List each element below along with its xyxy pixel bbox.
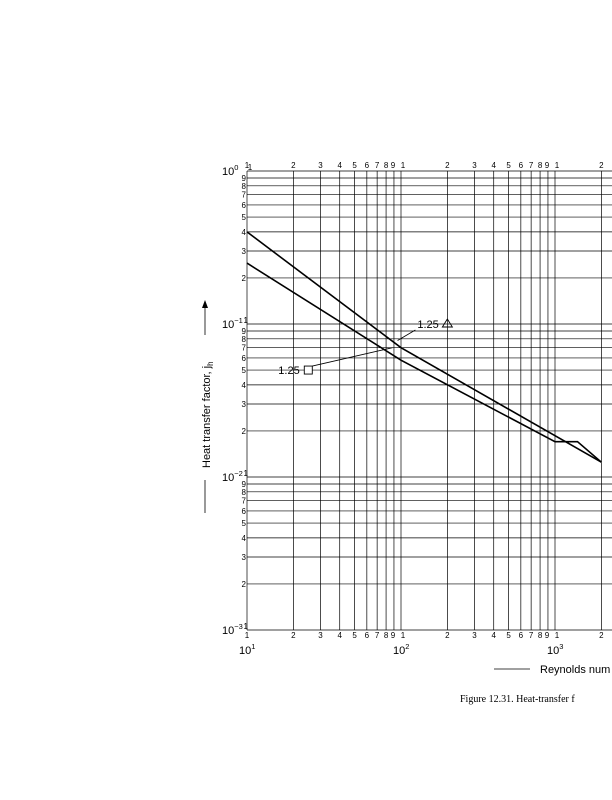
x-tick-label-bottom: 2 bbox=[599, 631, 604, 640]
x-tick-label-top: 7 bbox=[374, 161, 380, 170]
x-tick-label-bottom: 5 bbox=[506, 631, 511, 640]
y-decade-label: $10^{-3}$ bbox=[222, 622, 243, 637]
y-axis-label: Heat transfer factor, $j_h$ bbox=[201, 361, 215, 468]
x-tick-label-top: 2 bbox=[445, 161, 450, 170]
y-tick-label: 1 bbox=[243, 622, 248, 631]
x-tick-label-bottom: 6 bbox=[518, 631, 524, 640]
y-decade-exponent: −2 bbox=[234, 469, 243, 478]
y-tick-label: 4 bbox=[241, 533, 246, 543]
y-tick-label: 7 bbox=[241, 343, 246, 353]
x-tick-label-bottom: 9 bbox=[390, 631, 396, 640]
x-tick-label-top: 8 bbox=[537, 161, 543, 170]
y-tick-label: 6 bbox=[241, 200, 246, 210]
x-tick-label-top: 9 bbox=[544, 161, 550, 170]
annotation-label-square: 1.25 bbox=[278, 365, 300, 378]
y-tick-label: 5 bbox=[241, 213, 246, 223]
y-tick-label: 4 bbox=[241, 227, 246, 237]
y-decade-label: $10^{-1}$ bbox=[222, 316, 243, 331]
grid bbox=[247, 171, 612, 630]
y-tick-label: 2 bbox=[241, 426, 246, 436]
y-tick-label: 6 bbox=[241, 353, 246, 363]
y-axis-label-subscript: h bbox=[206, 361, 215, 366]
annotation-label-triangle: 1.25 bbox=[417, 319, 439, 331]
y-tick-label: 1 bbox=[247, 163, 253, 172]
x-tick-label-bottom: 2 bbox=[291, 631, 296, 640]
y-tick-label: 1 bbox=[243, 316, 248, 325]
y-tick-label: 7 bbox=[241, 496, 246, 506]
x-decade-label: $10^1$ bbox=[239, 642, 256, 657]
x-axis-label: Reynolds num bbox=[540, 664, 611, 676]
y-tick-label: 3 bbox=[241, 247, 246, 257]
y-tick-label: 5 bbox=[241, 519, 246, 529]
y-tick-label: 8 bbox=[241, 181, 246, 191]
y-axis-label-group bbox=[201, 361, 215, 468]
y-decade-exponent: −1 bbox=[234, 316, 243, 325]
x-tick-label-top: 5 bbox=[352, 161, 357, 170]
x-tick-label-bottom: 8 bbox=[383, 631, 389, 640]
x-tick-label-top: 6 bbox=[518, 161, 524, 170]
y-axis-arrowhead-icon bbox=[202, 300, 208, 308]
y-tick-label: 6 bbox=[241, 506, 246, 516]
x-tick-label-bottom: 4 bbox=[491, 631, 496, 640]
y-tick-label: 4 bbox=[241, 380, 246, 390]
x-tick-label-bottom: 1 bbox=[400, 631, 406, 640]
x-tick-label-bottom: 5 bbox=[352, 631, 357, 640]
y-decade-label: $10^0$ bbox=[222, 163, 239, 178]
x-tick-label-bottom: 1 bbox=[554, 631, 560, 640]
square-marker-icon bbox=[304, 366, 312, 374]
y-tick-label: 9 bbox=[241, 480, 246, 490]
x-tick-label-top: 9 bbox=[390, 161, 396, 170]
x-tick-label-bottom: 8 bbox=[537, 631, 543, 640]
x-tick-label-top: 1 bbox=[244, 161, 250, 170]
x-tick-label-bottom: 3 bbox=[472, 631, 477, 640]
x-tick-label-top: 2 bbox=[291, 161, 296, 170]
y-decade-label: $10^{-2}$ bbox=[222, 469, 243, 484]
y-tick-label: 3 bbox=[241, 553, 246, 563]
x-tick-label-bottom: 7 bbox=[374, 631, 380, 640]
x-decade-exponent: 2 bbox=[405, 642, 410, 651]
x-tick-label-top: 2 bbox=[599, 161, 604, 170]
x-tick-label-top: 1 bbox=[400, 161, 406, 170]
tick-labels bbox=[222, 161, 604, 657]
y-decade-exponent: 0 bbox=[234, 163, 239, 172]
x-tick-label-bottom: 7 bbox=[528, 631, 534, 640]
figure-caption: Figure 12.31. Heat-transfer f bbox=[460, 694, 575, 705]
x-tick-label-top: 8 bbox=[383, 161, 389, 170]
x-tick-label-bottom: 4 bbox=[337, 631, 342, 640]
x-tick-label-bottom: 2 bbox=[445, 631, 450, 640]
y-tick-label: 7 bbox=[241, 190, 246, 200]
x-decade-label: $10^2$ bbox=[393, 642, 410, 657]
x-tick-label-top: 3 bbox=[472, 161, 477, 170]
x-decade-label: $10^3$ bbox=[547, 642, 564, 657]
annotation-leader-line bbox=[312, 348, 392, 366]
x-tick-label-bottom: 3 bbox=[318, 631, 323, 640]
y-tick-label: 1 bbox=[243, 469, 248, 478]
y-tick-label: 2 bbox=[241, 579, 246, 589]
y-tick-label: 3 bbox=[241, 400, 246, 410]
x-tick-label-bottom: 6 bbox=[364, 631, 370, 640]
x-tick-label-top: 1 bbox=[554, 161, 560, 170]
y-tick-label: 2 bbox=[241, 273, 246, 283]
x-tick-label-top: 7 bbox=[528, 161, 534, 170]
x-tick-label-bottom: 1 bbox=[244, 631, 250, 640]
x-decade-exponent: 3 bbox=[559, 642, 564, 651]
x-tick-label-top: 4 bbox=[491, 161, 496, 170]
x-tick-label-top: 4 bbox=[337, 161, 342, 170]
y-tick-label: 9 bbox=[241, 174, 246, 184]
x-tick-label-top: 6 bbox=[364, 161, 370, 170]
y-decade-exponent: −3 bbox=[234, 622, 243, 631]
x-tick-label-top: 5 bbox=[506, 161, 511, 170]
x-tick-label-top: 3 bbox=[318, 161, 323, 170]
x-decade-exponent: 1 bbox=[251, 642, 256, 651]
y-tick-label: 5 bbox=[241, 366, 246, 376]
y-tick-label: 9 bbox=[241, 327, 246, 337]
x-tick-label-bottom: 9 bbox=[544, 631, 550, 640]
y-tick-label: 8 bbox=[241, 334, 246, 344]
y-tick-label: 8 bbox=[241, 487, 246, 497]
